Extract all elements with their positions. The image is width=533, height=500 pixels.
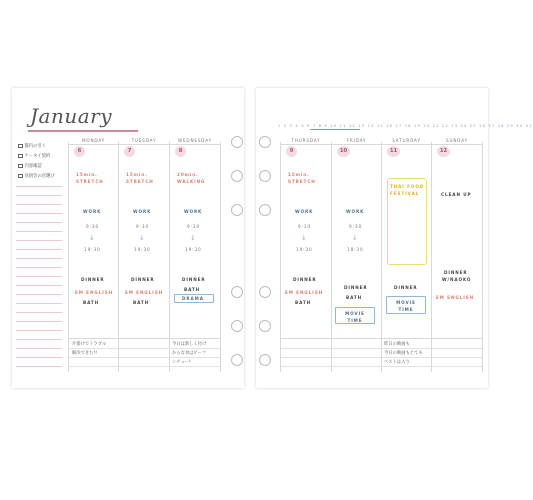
day-header-friday: FRIDAY [346, 138, 367, 143]
memo-saturday-line1: 昨日の映画も [384, 342, 410, 347]
memo-line [69, 357, 220, 358]
day-column-tuesday [119, 144, 169, 338]
note-line [16, 285, 62, 286]
event-dinner: DINNER [131, 277, 155, 282]
day-column-wednesday [170, 144, 220, 338]
work-end-time: 19:30 [134, 247, 151, 252]
date-badge: 12 [437, 146, 450, 157]
work-end-time: 19:30 [84, 247, 101, 252]
note-line [16, 213, 62, 214]
event-work: WORK [295, 209, 314, 214]
memo-line [281, 348, 482, 349]
event-work: WORK [184, 209, 203, 214]
work-start-time: 9:30 [298, 224, 312, 229]
memo-saturday-line2: 今日の映画もとても [384, 351, 423, 356]
work-start-time: 9:30 [136, 224, 150, 229]
arrow-down-icon: ↓ [139, 234, 145, 242]
event-movie-time: MOVIE TIME [345, 311, 365, 323]
date-badge: 11 [387, 146, 400, 157]
binder-hole [259, 354, 271, 366]
binder-hole [231, 354, 243, 366]
binder-hole [231, 170, 243, 182]
day-column-sunday [432, 144, 482, 338]
note-line [16, 195, 62, 196]
day-column-saturday [382, 144, 431, 338]
event-movie-time: MOVIE TIME [396, 300, 416, 312]
day-column-friday [332, 144, 381, 338]
note-line [16, 222, 62, 223]
day-header-thursday: THURSDAY [291, 138, 321, 143]
checkbox-icon[interactable] [18, 174, 23, 179]
note-line [16, 276, 62, 277]
event-stretch: STRETCH [126, 179, 154, 184]
binder-hole [231, 286, 243, 298]
event-dinner: DINNER [81, 277, 105, 282]
event-stretch: STRETCH [288, 179, 316, 184]
work-end-time: 18:30 [347, 247, 364, 252]
binder-hole [231, 136, 243, 148]
day-header-wednesday: WEDNESDAY [178, 138, 212, 143]
event-duration: 20min. [177, 172, 199, 177]
note-line [16, 294, 62, 295]
memo-wednesday-line1: 今日は新しく付け [172, 342, 207, 347]
day-header-tuesday: TUESDAY [131, 138, 157, 143]
event-bath: BATH [83, 300, 100, 305]
note-line [16, 249, 62, 250]
memo-divider [280, 338, 482, 339]
day-header-saturday: SATURDAY [392, 138, 421, 143]
note-line [16, 321, 62, 322]
work-start-time: 9:30 [86, 224, 100, 229]
date-badge: 10 [337, 146, 350, 157]
event-stretch: STRETCH [76, 179, 104, 184]
memo-divider [68, 338, 220, 339]
event-dinner: DINNER [444, 270, 468, 275]
mini-calendar: 1 2 3 4 5 6 7 8 9 10 11 12 13 14 15 16 17 18 19 20 21 22 23 24 25 26 27 28 29 30 31 [278, 124, 533, 128]
event-work: WORK [83, 209, 102, 214]
event-bath: BATH [346, 295, 363, 300]
event-bath: BATH [295, 300, 312, 305]
arrow-down-icon: ↓ [190, 234, 196, 242]
event-with-naoko: W/NAOKO [442, 277, 472, 282]
month-title: January [30, 104, 112, 128]
event-dinner: DINNER [344, 285, 368, 290]
arrow-down-icon: ↓ [301, 234, 307, 242]
memo-line [281, 366, 482, 367]
todo-item[interactable]: 送別会の店選び [18, 173, 55, 179]
event-work: WORK [346, 209, 365, 214]
checkbox-icon[interactable] [18, 144, 23, 149]
work-start-time: 9:30 [187, 224, 201, 229]
event-english: EM ENGLISH [436, 295, 475, 300]
event-festival: FESTIVAL [390, 191, 420, 196]
date-badge: 9 [286, 146, 297, 157]
note-line [16, 231, 62, 232]
event-english: EM ENGLISH [125, 290, 164, 295]
event-dinner: DINNER [182, 277, 206, 282]
memo-line [69, 366, 220, 367]
note-line [16, 204, 62, 205]
arrow-down-icon: ↓ [352, 234, 358, 242]
day-column-monday [69, 144, 118, 338]
checkbox-icon[interactable] [18, 164, 23, 169]
column-divider [220, 142, 221, 372]
event-english: EM ENGLISH [75, 290, 114, 295]
binder-hole [259, 286, 271, 298]
note-line [16, 330, 62, 331]
note-line [16, 357, 62, 358]
right-planner-page [256, 88, 533, 388]
binder-hole [259, 204, 271, 216]
memo-monday-line2: 解決できた!! [72, 351, 97, 356]
mini-calendar-highlight [310, 129, 360, 130]
date-badge: 8 [175, 146, 186, 157]
event-work: WORK [133, 209, 152, 214]
event-walking: WALKING [177, 179, 206, 184]
event-bath: BATH [133, 300, 150, 305]
work-start-time: 9:30 [349, 224, 363, 229]
note-line [16, 267, 62, 268]
binder-hole [259, 320, 271, 332]
date-badge: 6 [74, 146, 85, 157]
day-header-sunday: SUNDAY [446, 138, 468, 143]
event-drama: DRAMA [182, 296, 204, 301]
left-planner-page [12, 88, 244, 388]
note-line [16, 339, 62, 340]
work-end-time: 19:30 [185, 247, 202, 252]
note-line [16, 348, 62, 349]
memo-wednesday-line3: シチュー! [172, 360, 191, 365]
binder-hole [231, 320, 243, 332]
event-clean-up: CLEAN UP [441, 192, 472, 197]
note-line [16, 186, 62, 187]
binder-hole [259, 136, 271, 148]
month-underline [28, 130, 138, 132]
note-line [16, 366, 62, 367]
event-dinner: DINNER [394, 285, 418, 290]
event-duration: 15min. [126, 172, 148, 177]
event-english: EM ENGLISH [285, 290, 324, 295]
binder-hole [231, 204, 243, 216]
binder-hole [259, 170, 271, 182]
work-end-time: 19:30 [296, 247, 313, 252]
arrow-down-icon: ↓ [89, 234, 95, 242]
day-column-thursday [281, 144, 331, 338]
note-line [16, 303, 62, 304]
note-line [16, 240, 62, 241]
note-line [16, 312, 62, 313]
day-header-monday: MONDAY [81, 138, 106, 143]
event-dinner: DINNER [293, 277, 317, 282]
column-divider [482, 142, 483, 372]
memo-line [69, 348, 220, 349]
memo-line [281, 357, 482, 358]
memo-wednesday-line2: からな食はビーフ [172, 351, 206, 356]
memo-monday-line1: 片掛けでトラブル [72, 342, 107, 347]
date-badge: 7 [124, 146, 135, 157]
note-line [16, 258, 62, 259]
todo-item[interactable]: 内容確認 [18, 163, 42, 169]
memo-saturday-line3: ベストは入り [384, 360, 410, 365]
todo-item[interactable]: 都内の引く [18, 143, 46, 149]
checkbox-icon[interactable] [18, 154, 23, 159]
event-bath: BATH [184, 287, 201, 292]
todo-item[interactable]: ケータイ契約 [18, 153, 50, 159]
event-duration: 15min. [288, 172, 310, 177]
event-thai-food: THAI FOOD [390, 184, 425, 189]
event-duration: 15min. [76, 172, 98, 177]
